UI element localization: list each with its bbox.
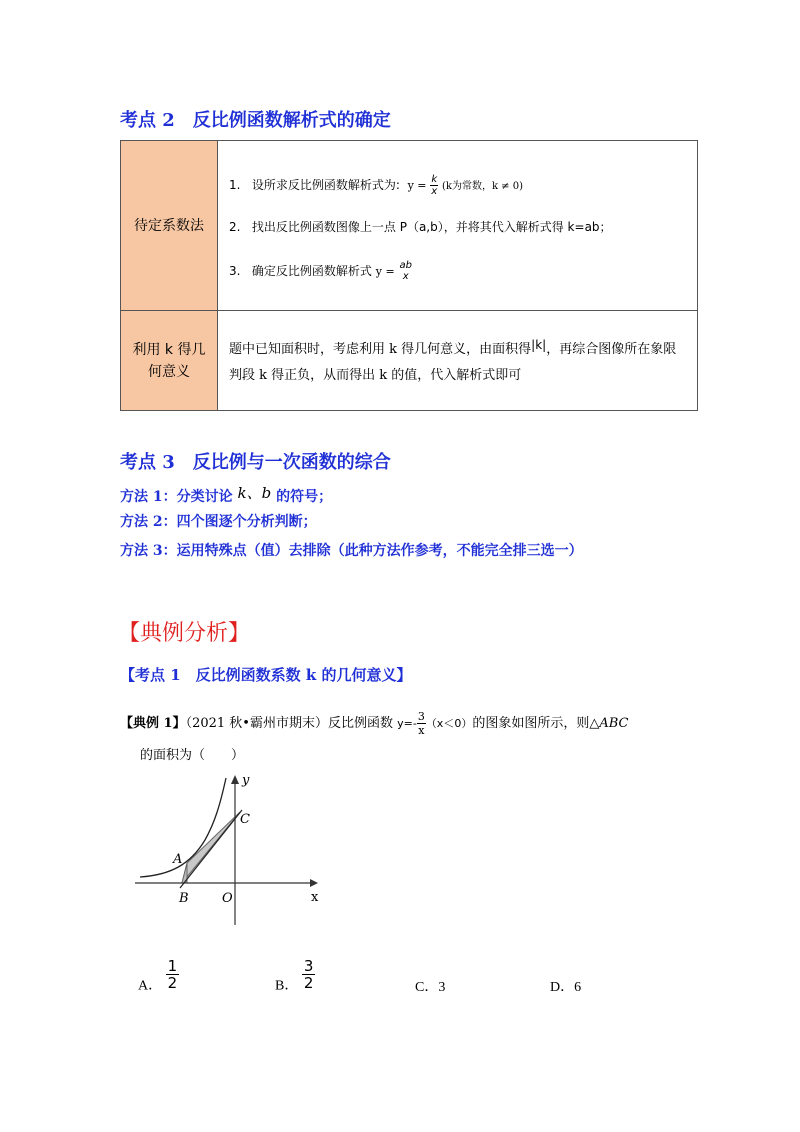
option-b[interactable]: B． $\frac{3}{2}$ [275,957,314,994]
row-label-geometric-meaning: 利用 k 得几何意义 [121,311,218,411]
option-c[interactable]: C．3 [415,980,446,995]
formula-ab-over-x: ab x [399,260,412,282]
section-2-prefix: 考点 2 [120,110,175,131]
section-2-title: 反比例函数解析式的确定 [192,110,391,131]
row-label-undetermined-coefficient: 待定系数法 [121,141,218,311]
example-question: 【典例 1】（2021 秋•霸州市期末）反比例函数 y=- $\frac{3}{x}$ （x＜0）的图象如图所示，则△ABC [120,710,629,737]
hyperbola-curve [140,778,226,877]
step-1: 1. 设所求反比例函数解析式为: y = $\frac{k}{x}$ (k为常数，k ≠ 0) [229,173,524,197]
method-2: 方法 2：四个图逐个分析判断； [120,514,317,530]
hyperbola-graph [130,770,330,930]
option-a[interactable]: A． $\frac{1}{2}$ [138,957,178,994]
method-3: 方法 3：运用特殊点（值）去排除（此种方法作参考，不能完全排三选一） [120,543,583,559]
label-c: C [240,812,250,827]
table-row [121,311,698,411]
row-content-steps [218,141,698,311]
formula-3-over-x: $\frac{3}{x}$ [417,710,425,737]
x-axis-arrow [310,879,318,887]
step-3: 3. 确定反比例函数解析式 y = ab x [229,260,412,282]
label-y: y [242,773,250,788]
kaodian-1-heading: 【考点 1 反比例函数系数 k 的几何意义】 [120,666,412,684]
label-x: x [311,890,319,905]
label-b: B [179,891,189,906]
option-d[interactable]: D．6 [550,980,582,995]
step-2: 2. 找出反比例函数图像上一点 P（a,b），并将其代入解析式得 k=ab； [229,219,612,234]
formula-k-over-x: $\frac{k}{x}$ [431,173,438,197]
section-2-heading [120,106,391,132]
section-3-heading [120,448,391,474]
table-row [121,141,698,311]
method-table [120,140,698,411]
row-content-geometric: 题中已知面积时，考虑利用 k 得几何意义，由面积得|k|，再综合图像所在象限判段 k 得正负，从而得出 k 的值，代入解析式即可 [218,311,698,411]
y-axis-arrow [231,775,239,784]
example-question-line-2: 的面积为（ ） [140,748,245,763]
section-3-title: 反比例与一次函数的综合 [192,452,391,473]
option-a-fraction: $\frac{1}{2}$ [167,957,178,992]
label-a: A [173,852,183,867]
analysis-title: 【典例分析】 [118,621,251,646]
label-o: O [222,891,233,906]
option-b-fraction: $\frac{3}{2}$ [303,957,314,992]
method-1: 方法 1：分类讨论 k、b 的符号； [120,484,333,505]
line-bc [180,810,242,888]
section-3-prefix: 考点 3 [120,452,175,473]
